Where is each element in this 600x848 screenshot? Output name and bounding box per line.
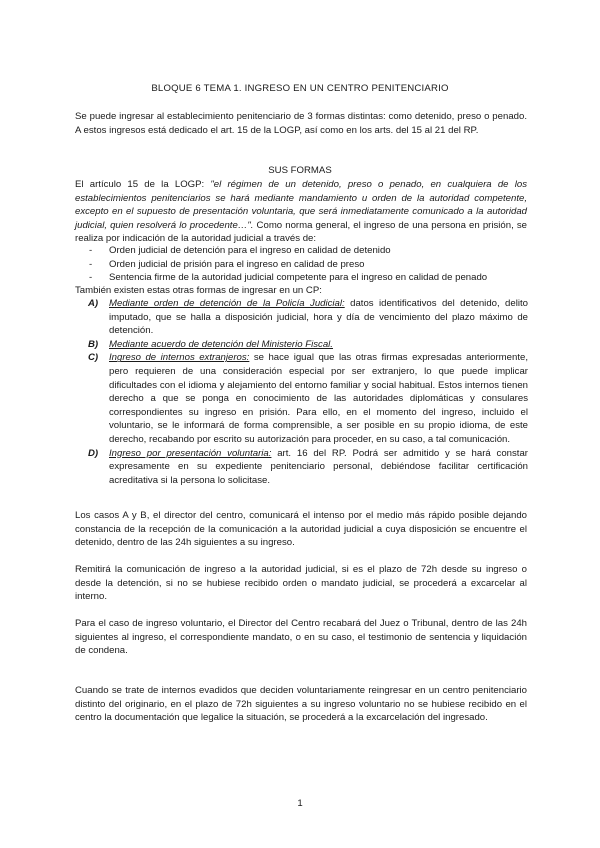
other-forms-intro: También existen estas otras formas de ingresar en un CP: [75, 285, 322, 296]
form-heading: Mediante orden de detención de la Policía Judicial: [109, 298, 345, 309]
judicial-order-list [89, 244, 529, 285]
list-item: - Sentencia firme de la autoridad judicial competente para el ingreso en calidad de penado [89, 271, 529, 285]
section-heading: SUS FORMAS [268, 165, 332, 176]
article-15-tail: Como norma general, el ingreso de una persona en prisión, se realiza por indicación de la autoridad judicial a través de: [75, 219, 527, 245]
communication-72h-paragraph: Remitirá la comunicación de ingreso a la autoridad judicial, si es el plazo de 72h desde su ingreso o desde la detención, si no se hubiese recibido orden o mandato judicial, se procederá a excarcelar al interno. [75, 564, 527, 603]
article-15-quote: "el régimen de un detenido, preso o penado, en cualquiera de los establecimientos penitenciarios se hará mediante mandamiento u orden de la autoridad competente, excepto en el supuesto de presentación voluntaria, que será inmediatamente comunicado a la autoridad judicial, quien resolverá lo procedente…". [75, 179, 527, 231]
form-heading: Mediante acuerdo de detención del Ministerio Fiscal. [109, 338, 333, 350]
cases-a-b-paragraph: Los casos A y B, el director del centro, comunicará el intenso por el medio más rápido posible dejando constancia de la recepción de la comunicación a la autoridad judicial a cuya disposición se encuentre el detenido, dentro de las 24h siguientes a su ingreso. [75, 510, 527, 549]
list-item [88, 447, 528, 488]
list-item [88, 297, 528, 338]
voluntary-entry-paragraph: Para el caso de ingreso voluntario, el Director del Centro recabará del Juez o Tribunal, dentro de las 24h siguientes al ingreso, el correspondiente mandato, o en su caso, el testimonio de sentencia y liquidación de condena. [75, 618, 527, 657]
form-text: se hace igual que las otras firmas expresadas anteriormente, pero requieren de una consideración especial por ser extranjero, lo que puede implicar dificultades con el idioma y alejamiento del entorno familiar y social habitual. Estos internos tienen derecho a que se ponga en conocimiento de las autoridades diplomáticas y consulares correspondientes su ingreso en prisión. Para ello, en el momento del ingreso, incluido el voluntario, se le informará de forma comprensible, a ser posible en su propio idioma, de este derecho, recabando por escrito su autorización para proceder, en su caso, a tal comunicación. [109, 352, 529, 445]
list-item: - Orden judicial de prisión para el ingreso en calidad de preso [89, 258, 529, 272]
list-item [88, 351, 528, 446]
form-text: datos identificativos del detenido, delito imputado, que se halla a disposición judicial, hora y día de vencimiento del plazo máximo de detención. [109, 298, 528, 337]
intro-paragraph: Se puede ingresar al establecimiento penitenciario de 3 formas distintas: como detenido, preso o penado. A estos ingresos está dedicado el art. 15 de la LOGP, así como en los arts. del 15 al 21 del RP. [75, 111, 527, 136]
article-15-lead: El artículo 15 de la LOGP: [75, 179, 211, 190]
escaped-inmates-paragraph: Cuando se trate de internos evadidos que deciden voluntariamente reingresar en un centro penitenciario distinto del originario, en el plazo de 72h siguientes a su ingreso voluntario no se hubiese recibido en el centro la documentación que legalice la situación, se procederá a la excarcelación del ingresado. [75, 685, 527, 724]
list-marker: A) [88, 298, 99, 309]
list-marker: D) [88, 447, 99, 459]
list-item: - Orden judicial de detención para el ingreso en calidad de detenido [89, 244, 529, 258]
page-title: BLOQUE 6 TEMA 1. INGRESO EN UN CENTRO PENITENCIARIO [151, 83, 449, 94]
list-marker: C) [88, 352, 99, 364]
form-heading: Ingreso por presentación voluntaria: [109, 447, 272, 459]
list-item [88, 338, 528, 352]
page-number: 1 [297, 798, 303, 809]
form-heading: Ingreso de internos extranjeros: [109, 352, 250, 364]
entry-forms-list [88, 297, 528, 487]
list-marker: B) [88, 338, 99, 350]
form-text: art. 16 del RP. Podrá ser admitido y se hará constar expresamente en su expediente penitenciario personal, debiéndose facilitar certificación acreditativa si la persona lo solicitase. [109, 447, 528, 486]
article-15-paragraph [75, 178, 527, 246]
